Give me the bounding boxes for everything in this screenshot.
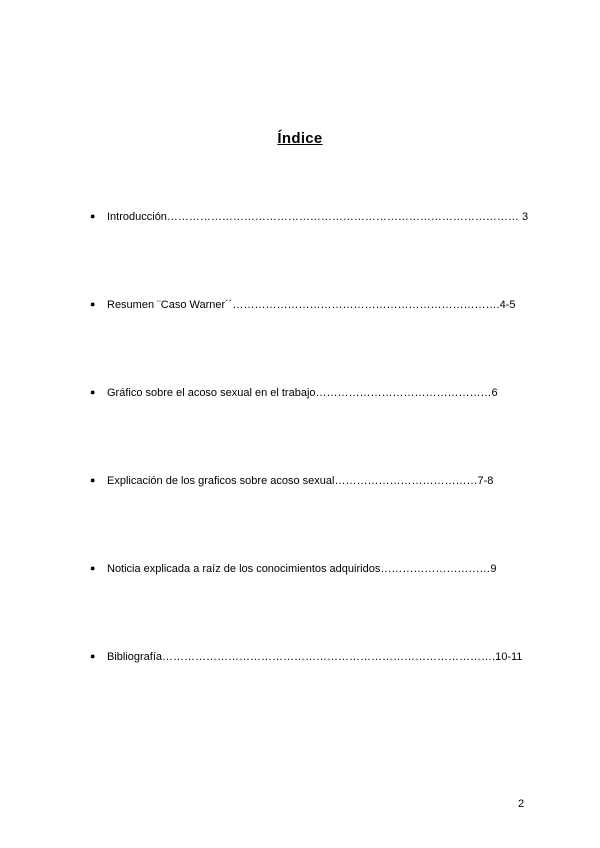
toc-entry-text: Explicación de los graficos sobre acoso sexual…………………………………7-8 <box>107 475 494 487</box>
toc-item-noticia <box>90 561 496 576</box>
toc-item-explicacion <box>90 473 493 488</box>
toc-entry-text: Bibliografía……………………………………………………………………………….10-11 <box>107 651 523 663</box>
toc-item-grafico <box>90 385 498 400</box>
bullet-icon: ● <box>90 475 96 485</box>
page-number: 2 <box>518 798 525 810</box>
bullet-icon: ● <box>90 563 96 573</box>
toc-entry-text: Gráfico sobre el acoso sexual en el trabajo…………………………………………6 <box>107 387 498 399</box>
toc-item-bibliografia <box>90 649 522 664</box>
bullet-icon: ● <box>90 651 96 661</box>
toc-item-introduccion <box>90 209 528 224</box>
toc-entry-text: Resumen ¨Caso Warner´´……………………………………………………………….4-5 <box>107 299 516 311</box>
toc-item-resumen <box>90 297 515 312</box>
page-title: Índice <box>277 130 323 147</box>
bullet-icon: ● <box>90 211 96 221</box>
bullet-icon: ● <box>90 299 96 309</box>
bullet-icon: ● <box>90 387 96 397</box>
toc-entry-text: Introducción…………………………………………………………………………………… 3 <box>107 211 529 223</box>
toc-entry-text: Noticia explicada a raíz de los conocimientos adquiridos…………………………9 <box>107 563 497 575</box>
